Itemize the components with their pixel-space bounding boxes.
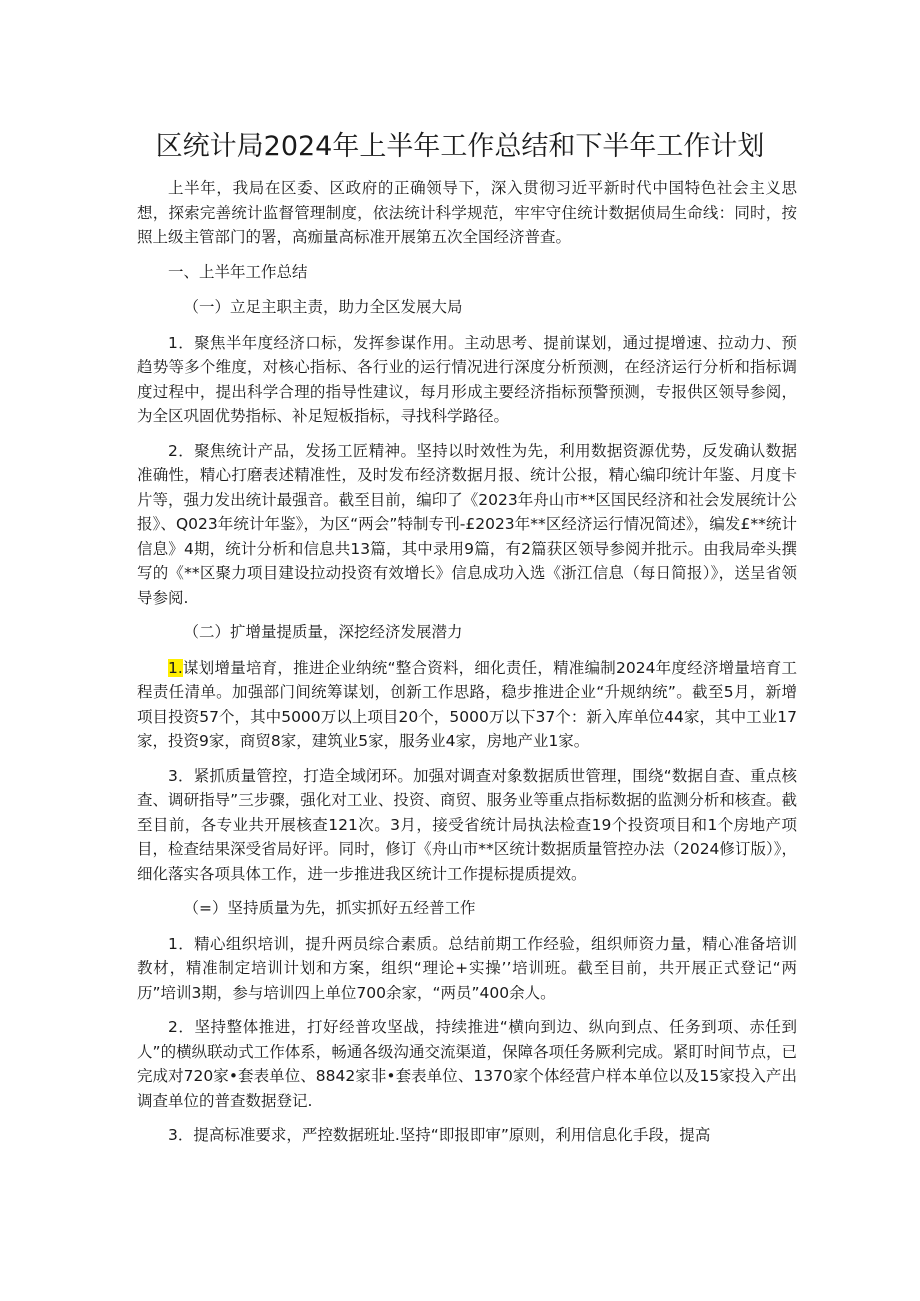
paragraph-6: 2．坚持整体推进，打好经普攻坚战，持续推进“横向到边、纵向到点、任务到项、赤任到人”的横纵联动式工作体系，畅通各级沟通交流渠道，保障各项任务厥利完成。紧盯时间节点，已完成对720家•套表单位、8842家非•套表单位、1370家个体经营户样本单位以及15家投入产出调查单位的普查数据登记. xyxy=(137,1018,797,1110)
document-title: 区统计局2024年上半年工作总结和下半年工作计划 xyxy=(155,131,765,162)
paragraph-3 xyxy=(137,656,797,754)
intro-paragraph: 上半年，我局在区委、区政府的正确领导下，深入贯彻习近平新时代中国特色社会主义思想，探索完善统计监督管理制度，依法统计科学规范，牢牢守住统计数据侦局生命线：同时，按照上级主管部门的署，高痂量高标准开展第五次全国经济普查。 xyxy=(137,179,797,246)
paragraph-5: 1．精心组织培训，提升两员综合素质。总结前期工作经验，组织师资力量，精心准备培训教材，精准制定培训计划和方案，组织“理论+实操’’培训班。截至目前，共开展正式登记“两历”培训3期，参与培训四上单位700余家，“两员”400余人。 xyxy=(137,934,797,1002)
paragraph-4: 3．紧抓质量管控，打造全域闭环。加强对调查对象数据质世管理，围绕“数据自查、重点核查、调研指导”三步骤，强化对工业、投资、商贸、服务业等重点指标数据的监测分析和核查。截至目前，各专业共开展核查121次。3月，接受省统计局执法检查19个投资项目和1个房地产项目，检查结果深受省局好评。同时，修订《舟山市**区统计数据质量管控办法（2024修订版）》，细化落实各项具体工作，进一步推进我区统计工作提标提质提效。 xyxy=(137,766,797,883)
document-body xyxy=(137,176,797,1158)
subsection-heading-1: （一）立足主职主责，助力全区发展大局 xyxy=(183,298,463,316)
subsection-heading-2: （二）扩增量提质量，深挖经济发展潜力 xyxy=(183,623,463,641)
highlighted-marker: 1. xyxy=(168,658,183,677)
paragraph-2: 2．聚焦统计产品，发扬工匠精神。坚持以时效性为先，利用数据资源优势，反发确认数据准确性，精心打磨表述精准性，及时发布经济数据月报、统计公报，精心编印统计年鉴、月度卡片等，强力发出统计最强音。截至目前，编印了《2023年舟山市**区国民经济和社会发展统计公报》、Q023年统计年鉴》，为区“两会”特制专刊-£2023年**区经济运行情况简述》，编发£**统计信息》4期，统计分析和信息共13篇，其中录用9篇，有2篇获区领导参阅并批示。由我局牵头撰写的《**区聚力项目建设拉动投资有效增长》信息成功入选《浙江信息（每日简报）》，送呈省领导参阅. xyxy=(137,441,797,607)
subsection-heading-3: （=）坚持质量为先，抓实抓好五经普工作 xyxy=(183,899,476,917)
paragraph-1: 1．聚焦半年度经济口标，发挥参谋作用。主动思考、提前谋划，通过提增速、拉动力、预趋势等多个维度，对核心指标、各行业的运行情况进行深度分析预测，在经济运行分析和指标调度过程中，提出科学合理的指导性建议，每月形成主要经济指标预警预测，专报供区领导参阅，为全区巩固优势指标、补足短板指标，寻找科学路径。 xyxy=(137,333,797,425)
section-heading-1: 一、上半年工作总结 xyxy=(168,262,308,281)
paragraph-7: 3．提高标准要求，严控数据班址.坚持“即报即审”原则，利用信息化手段，提高 xyxy=(168,1126,711,1144)
paragraph-3-text: 谋划增量培育，推进企业纳统“整合资料，细化责任，精准编制2024年度经济增量培育工程责任清单。加强部门间统筹谋划，创新工作思路，稳步推进企业“升规纳统”。截至5月，新增项目投资57个，其中5000万以上项目20个，5000万以下37个：新入库单位44家，其中工业17家，投资9家，商贸8家，建筑业5家，服务业4家，房地产业1家。 xyxy=(137,658,797,750)
